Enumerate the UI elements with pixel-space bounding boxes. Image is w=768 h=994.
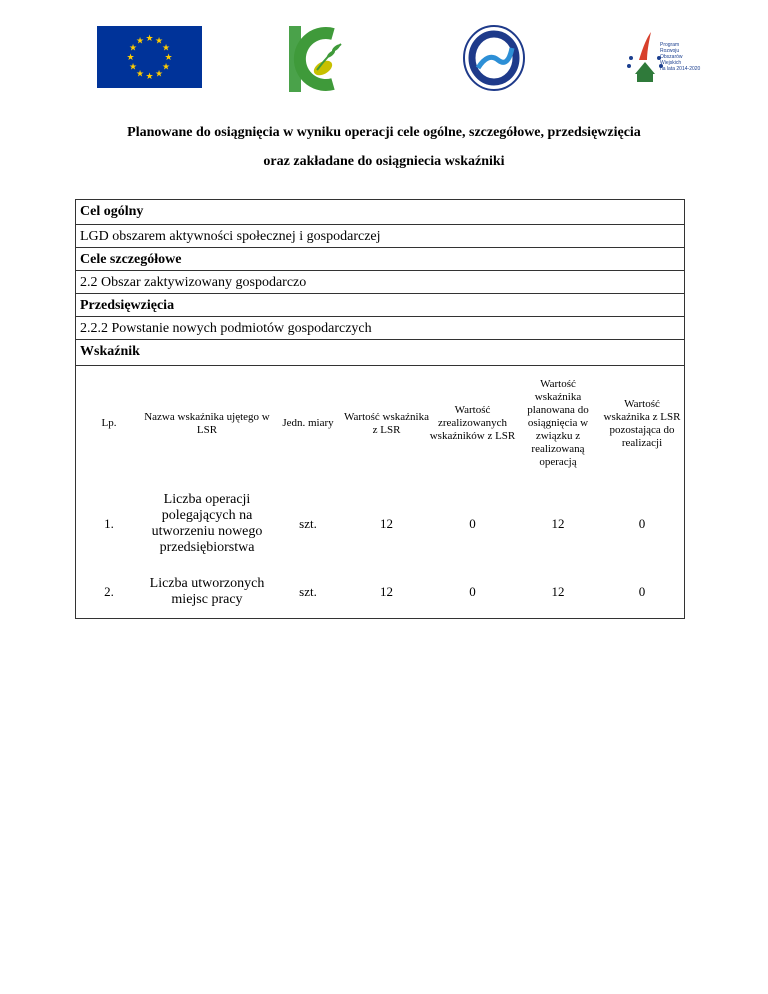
row-done: 0	[469, 584, 476, 599]
header-remaining-value: Wartość wskaźnika z LSR pozostająca do realizacji	[603, 397, 681, 449]
eu-star-icon: ★	[161, 61, 171, 72]
indicator-table	[76, 366, 684, 619]
document-title-line-1: Planowane do osiągnięcia w wyniku operacji cele ogólne, szczegółowe, przedsięwzięcia	[127, 125, 641, 140]
row-name: Liczba utworzonych miejsc pracy	[149, 576, 265, 607]
przedsiewziecia-value: 2.2.2 Powstanie nowych podmiotów gospodarczych	[76, 317, 684, 340]
row-lsr: 12	[380, 584, 393, 599]
cel-ogolny-label: Cel ogólny	[76, 200, 684, 225]
row-lp: 1.	[104, 515, 114, 531]
row-lsr: 12	[380, 515, 393, 531]
prow-logo-text: Program Rozwoju Obszarów Wiejskich na lata 2014-2020	[660, 42, 701, 72]
lgd-zielony-krag-logo-icon	[454, 22, 534, 94]
row-unit: szt.	[299, 515, 317, 531]
row-done: 0	[469, 515, 476, 531]
cel-ogolny-value: LGD obszarem aktywności społecznej i gospodarczej	[76, 225, 684, 248]
document-title-line-2: oraz zakładane do osiągniecia wskaźniki	[263, 154, 505, 169]
leader-logo-icon	[289, 26, 352, 92]
table-row	[76, 566, 684, 619]
eu-star-icon: ★	[154, 35, 164, 46]
header-unit: Jedn. miary	[282, 417, 334, 429]
cele-szczegolowe-value: 2.2 Obszar zaktywizowany gospodarczo	[76, 271, 684, 294]
eu-star-icon: ★	[135, 35, 145, 46]
indicator-table-header	[76, 366, 684, 481]
eu-star-icon: ★	[145, 71, 154, 81]
header-name: Nazwa wskaźnika ujętego w LSR	[144, 410, 270, 436]
row-unit: szt.	[299, 584, 317, 599]
row-name: Liczba operacji polegających na utworzeniu nowego przedsiębiorstwa	[151, 491, 263, 555]
eu-star-icon: ★	[145, 33, 154, 43]
przedsiewziecia-label: Przedsięwzięcia	[76, 294, 684, 317]
header-planned-value: Wartość wskaźnika planowana do osiągnięcia w związku z realizowaną operacją	[527, 378, 589, 468]
row-planned: 12	[551, 515, 565, 531]
header-lsr-value: Wartość wskaźnika z LSR	[344, 410, 429, 436]
table-row	[76, 481, 684, 566]
wskaznik-label: Wskaźnik	[76, 340, 684, 366]
eu-star-icon: ★	[135, 68, 145, 79]
eu-star-icon: ★	[154, 68, 164, 79]
eu-star-icon: ★	[161, 42, 171, 53]
row-planned: 12	[551, 584, 565, 599]
row-remaining: 0	[638, 515, 646, 531]
header-done-value: Wartość zrealizowanych wskaźników z LSR	[429, 404, 516, 442]
eu-flag-icon	[97, 26, 202, 88]
cele-szczegolowe-label: Cele szczegółowe	[76, 248, 684, 271]
goals-table	[75, 199, 685, 619]
prow-logo-icon	[617, 22, 701, 94]
row-remaining: 0	[638, 584, 646, 599]
eu-star-icon: ★	[128, 61, 138, 72]
eu-star-icon: ★	[164, 52, 173, 62]
header-lp: Lp.	[101, 417, 117, 429]
eu-star-icon: ★	[128, 42, 138, 53]
row-lp: 2.	[104, 584, 114, 599]
eu-star-icon: ★	[126, 52, 135, 62]
